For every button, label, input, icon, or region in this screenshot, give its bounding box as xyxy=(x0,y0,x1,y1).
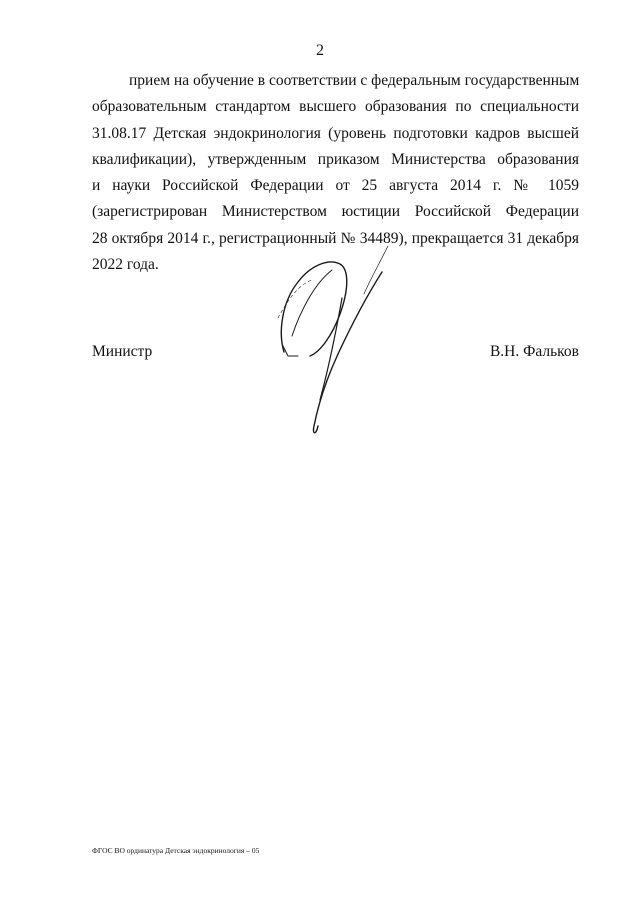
page-number: 2 xyxy=(316,42,324,59)
paragraph-line: прием на обучение в соответствии с федеральным государственным xyxy=(129,72,580,89)
paragraph-line: 31.08.17 Детская эндокринология (уровень подготовки кадров высшей xyxy=(92,124,579,142)
signature-stroke-long xyxy=(313,272,382,433)
signature-stroke-inner xyxy=(292,270,332,336)
paragraph-line: и науки Российской Федерации от 25 августа 2014 г. № 1059 xyxy=(92,177,579,195)
paragraph-line: (зарегистрирован Министерством юстиции Российской Федерации xyxy=(92,203,579,221)
paragraph-line: образовательным стандартом высшего образования по специальности xyxy=(92,98,579,116)
signature-stroke-loop xyxy=(281,262,346,356)
signature-stroke-tick xyxy=(282,344,298,356)
handwritten-signature xyxy=(270,240,420,440)
signature-stroke-hair xyxy=(364,246,388,294)
paragraph-line: 2022 года. xyxy=(92,256,159,274)
paragraph-line: 28 октября 2014 г., регистрационный № 34489), прекращается 31 декабря xyxy=(92,229,579,247)
footer-text: ФГОС ВО ординатура Детская эндокринология – 05 xyxy=(92,846,260,855)
signatory-role: Министр xyxy=(92,343,153,360)
signatory-name: В.Н. Фальков xyxy=(489,343,579,360)
signature-stroke-descender xyxy=(320,298,342,400)
paragraph-line: квалификации), утвержденным приказом Министерства образования xyxy=(92,150,579,168)
